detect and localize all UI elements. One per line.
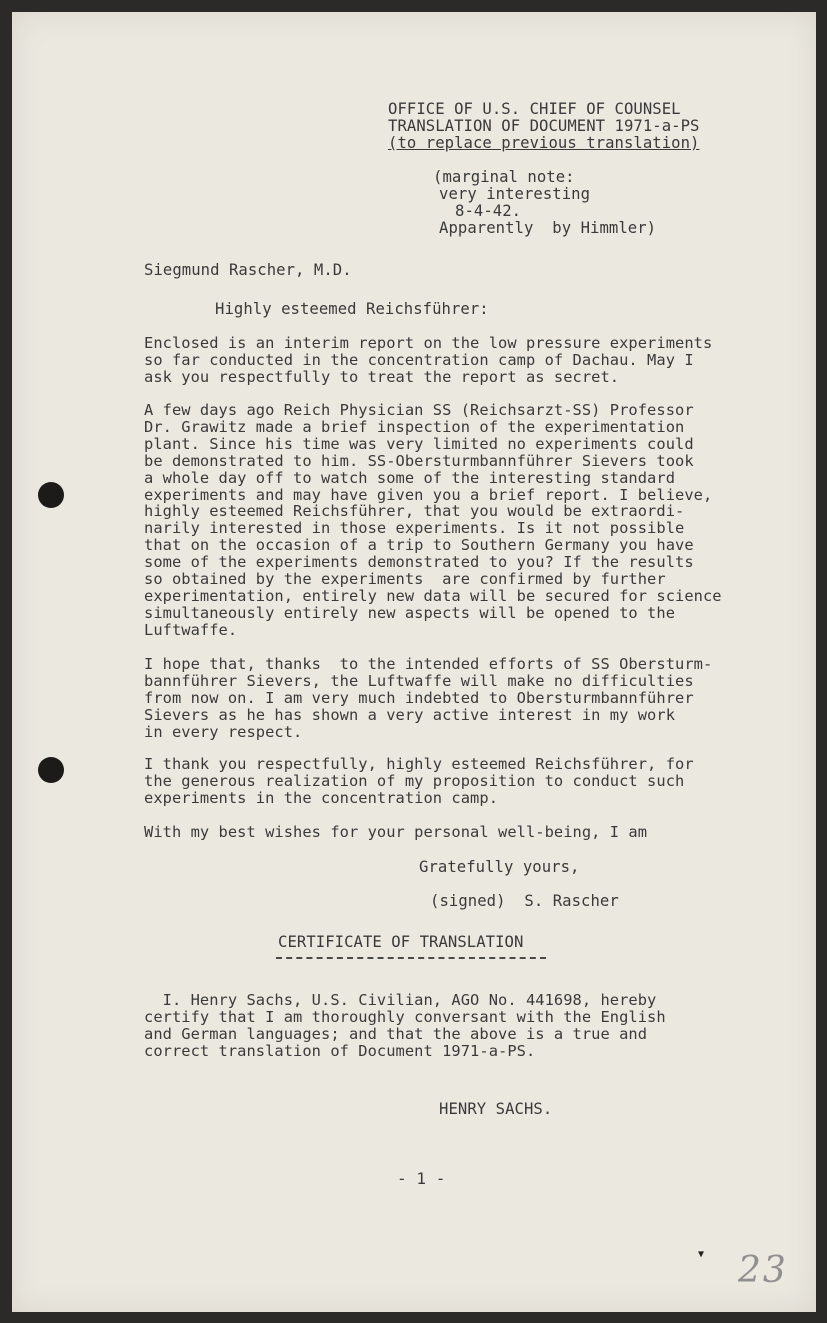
salutation: Highly esteemed Reichsführer: xyxy=(215,300,489,318)
paragraph-4: I thank you respectfully, highly esteemed Reichsführer, for the generous realization of my proposition to conduct such experiments in the concentration camp. xyxy=(144,755,694,807)
paragraph-2: A few days ago Reich Physician SS (Reichsarzt-SS) Professor Dr. Grawitz made a brief inspection of the experimentation plant. Since his time was very limited no experiments could be demonstrated to him. SS-Obersturmbannführer Sievers took a whole day off to watch some of the interesting standard experiments and may have given you a brief report. I believe, highly esteemed Reichsführer, that you would be extraordi- narily interested in those experiments. Is it not possible that on the occasion of a trip to Southern Germany you have some of the experiments demonstrated to you? If the results so obtained by the experiments are confirmed by further experimentation, entirely new data will be secured for science simultaneously entirely new aspects will be opened to the Luftwaffe. xyxy=(144,401,722,639)
page-number: - 1 - xyxy=(397,1169,446,1188)
marginal-note-line-2: very interesting xyxy=(439,185,591,203)
marginal-note-date: 8-4-42. xyxy=(455,202,522,220)
handwritten-page-number: 23 xyxy=(738,1250,788,1291)
complimentary-close: Gratefully yours, xyxy=(419,858,580,876)
paragraph-5: With my best wishes for your personal well-being, I am xyxy=(144,823,648,841)
page-marker-icon: ▼ xyxy=(698,1249,705,1260)
certificate-signer: HENRY SACHS. xyxy=(439,1100,553,1118)
punch-hole-top xyxy=(38,482,64,508)
marginal-note-line-4: Apparently by Himmler) xyxy=(439,219,657,237)
marginal-note-line-1: (marginal note: xyxy=(433,168,575,186)
paragraph-3: I hope that, thanks to the intended efforts of SS Obersturm- bannführer Sievers, the Luftwaffe will make no difficulties from now on. I am very much indebted to Obersturmbannführer Sievers as he has shown a very active interest in my work in every respect. xyxy=(144,655,713,741)
certificate-title-underline xyxy=(276,957,546,959)
sender-name: Siegmund Rascher, M.D. xyxy=(144,261,352,279)
certificate-title: CERTIFICATE OF TRANSLATION xyxy=(278,933,524,951)
punch-hole-bottom xyxy=(38,757,64,783)
header-office-line: OFFICE OF U.S. CHIEF OF COUNSEL xyxy=(388,100,681,118)
certificate-body: I. Henry Sachs, U.S. Civilian, AGO No. 441698, hereby certify that I am thoroughly conversant with the English and German languages; and that the above is a true and correct translation of Document 1971-a-PS. xyxy=(144,991,666,1060)
paragraph-1: Enclosed is an interim report on the low pressure experiments so far conducted in the concentration camp of Dachau. May I ask you respectfully to treat the report as secret. xyxy=(144,334,713,386)
document-page xyxy=(12,12,816,1312)
header-replace-line: (to replace previous translation) xyxy=(388,134,700,152)
header-translation-line: TRANSLATION OF DOCUMENT 1971-a-PS xyxy=(388,117,700,135)
signature-line: (signed) S. Rascher xyxy=(430,892,619,910)
